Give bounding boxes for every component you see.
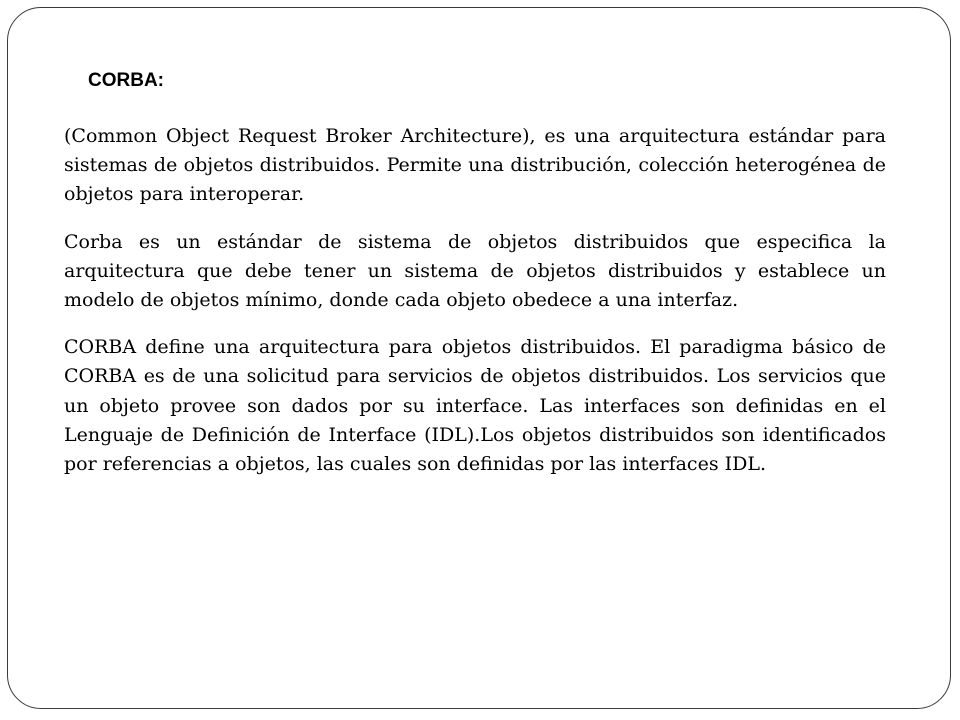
slide-title: CORBA: [88, 70, 164, 91]
slide-frame [7, 7, 951, 709]
paragraph-standard: Corba es un estándar de sistema de objetos distribuidos que especifica la arquitectura que debe tener un sistema de objetos distribuidos y establece un modelo de objetos mínimo, donde cada objeto obedece a una interfaz. [64, 230, 886, 312]
paragraph-definition: (Common Object Request Broker Architecture), es una arquitectura estándar para sistemas de objetos distribuidos. Permite una distribución, colección heterogénea de objetos para interoperar. [64, 125, 886, 206]
slide-body [64, 122, 886, 497]
paragraph-architecture: CORBA define una arquitectura para objetos distribuidos. El paradigma básico de CORBA es de una solicitud para servicios de objetos distribuidos. Los servicios que un objeto provee son dados por su interface. Las interfaces son definidas en el Lenguaje de Definición de Interface (IDL).Los objetos distribuidos son identificados por referencias a objetos, las cuales son definidas por las interfaces IDL. [64, 336, 886, 476]
